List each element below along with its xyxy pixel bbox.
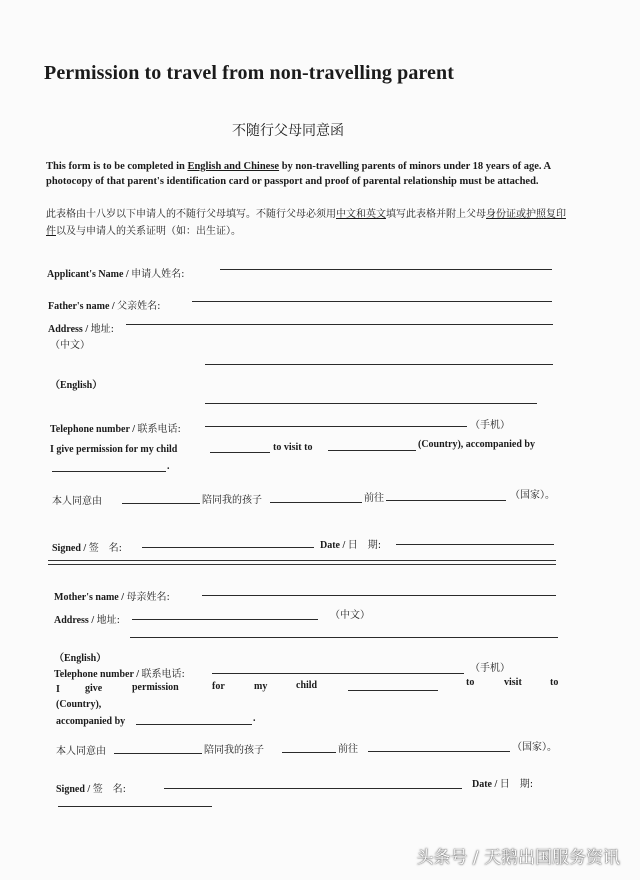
intro-text: This form is to be completed in xyxy=(46,161,188,172)
mothers-name-label: Mother's name / 母亲姓名: xyxy=(54,592,170,603)
father-address-label: Address / 地址: xyxy=(48,324,114,335)
mother-permission-word: I xyxy=(56,684,60,695)
father-consent-companion-field[interactable] xyxy=(122,503,200,504)
father-accompanied-field[interactable] xyxy=(52,471,166,472)
mother-address-chinese-field[interactable] xyxy=(132,619,318,620)
mother-consent-child-field[interactable] xyxy=(282,752,336,753)
intro-english xyxy=(46,159,566,189)
intro-text: by non-travelling parents of minors under 18 years of age. A photocopy of that parent's identification card or passport and proof of parental relationship must be attached. xyxy=(46,161,551,187)
mother-accompanied-field[interactable] xyxy=(136,724,252,725)
father-address-chinese-field[interactable] xyxy=(205,364,553,365)
fathers-name-label: Father's name / 父亲姓名: xyxy=(48,301,161,312)
mother-permission-word: visit xyxy=(504,677,522,688)
father-period: . xyxy=(167,461,170,472)
form-subtitle: 不随行父母同意函 xyxy=(232,123,344,139)
mother-telephone-label: Telephone number / 联系电话: xyxy=(54,669,185,680)
mother-permission-word: for xyxy=(212,681,225,692)
father-address-english-field[interactable] xyxy=(205,403,537,404)
mother-consent-companion-field[interactable] xyxy=(114,753,202,754)
father-country-field[interactable] xyxy=(328,450,416,451)
father-permission-text-3: (Country), accompanied by xyxy=(418,439,535,450)
mothers-name-field[interactable] xyxy=(202,595,556,596)
mother-child-field[interactable] xyxy=(348,690,438,691)
father-child-field[interactable] xyxy=(210,452,270,453)
intro-zh-text: 以及与申请人的关系证明（如：出生证）。 xyxy=(56,226,241,237)
mother-consent-text-2: 陪同我的孩子 xyxy=(204,745,264,756)
watermark-text: 头条号 / 天鹅出国服务资讯 xyxy=(416,848,620,868)
mother-permission-word: permission xyxy=(132,682,179,693)
mother-signature-field[interactable] xyxy=(164,788,462,789)
father-signature-field[interactable] xyxy=(142,547,314,548)
mother-consent-country-field[interactable] xyxy=(368,751,510,752)
father-permission-text-1: I give permission for my child xyxy=(50,444,178,455)
section-divider xyxy=(48,564,556,565)
intro-zh-text: 填写此表格并附上父母 xyxy=(386,209,486,220)
father-consent-text-2: 陪同我的孩子 xyxy=(202,495,262,506)
applicant-name-label: Applicant's Name / 申请人姓名: xyxy=(47,269,185,280)
applicant-name-field[interactable] xyxy=(220,269,552,270)
father-telephone-field[interactable] xyxy=(205,426,467,427)
intro-chinese xyxy=(46,206,566,240)
father-consent-child-field[interactable] xyxy=(270,502,362,503)
father-consent-text-1: 本人同意由 xyxy=(52,496,102,507)
father-address-chinese-tag: （中文） xyxy=(50,340,90,351)
mother-permission-word: child xyxy=(296,680,318,691)
mother-address-chinese-tag: （中文） xyxy=(330,610,370,621)
father-permission-text-2: to visit to xyxy=(273,442,313,453)
mother-permission-word: give xyxy=(85,683,103,694)
mother-address-english-tag: （English） xyxy=(54,653,107,664)
father-mobile-tag: （手机） xyxy=(470,420,510,431)
mother-country-text: (Country), xyxy=(56,699,102,710)
father-date-field[interactable] xyxy=(396,544,554,545)
father-address-field[interactable] xyxy=(126,324,553,325)
father-address-english-tag: （English） xyxy=(50,380,103,391)
section-divider xyxy=(48,560,556,561)
mother-permission-word: my xyxy=(254,681,268,692)
mother-address-label: Address / 地址: xyxy=(54,615,120,626)
mother-period: . xyxy=(253,713,256,724)
father-date-label: Date / 日 期: xyxy=(320,540,382,551)
mother-signed-label: Signed / 签 名: xyxy=(56,784,127,795)
intro-zh-emphasis: 身份证或护照复印件 xyxy=(46,209,566,237)
mother-consent-text-4: （国家）。 xyxy=(512,742,557,753)
mother-permission-word: to xyxy=(550,677,559,688)
intro-emphasis: English and Chinese xyxy=(187,161,280,172)
father-telephone-label: Telephone number / 联系电话: xyxy=(50,424,181,435)
mother-consent-text-1: 本人同意由 xyxy=(56,746,106,757)
mother-date-field[interactable] xyxy=(58,806,212,807)
father-consent-country-field[interactable] xyxy=(386,500,506,501)
intro-zh-emphasis: 中文和英文 xyxy=(336,209,386,220)
fathers-name-field[interactable] xyxy=(192,301,552,302)
mother-permission-word: to xyxy=(466,677,475,688)
father-signed-label: Signed / 签 名: xyxy=(52,543,123,554)
intro-zh-text: 此表格由十八岁以下申请人的不随行父母填写。不随行父母必须用 xyxy=(46,209,336,220)
mother-telephone-field[interactable] xyxy=(212,673,464,674)
mother-mobile-tag: （手机） xyxy=(470,663,510,674)
mother-address-english-field[interactable] xyxy=(130,637,558,638)
mother-date-label: Date / 日 期: xyxy=(472,779,534,790)
mother-consent-text-3: 前往 xyxy=(338,744,358,755)
father-consent-text-3: 前往 xyxy=(364,493,384,504)
form-title: Permission to travel from non-travelling parent xyxy=(44,62,455,84)
father-consent-text-4: （国家）。 xyxy=(510,490,555,501)
mother-accompanied-label: accompanied by xyxy=(56,716,126,727)
